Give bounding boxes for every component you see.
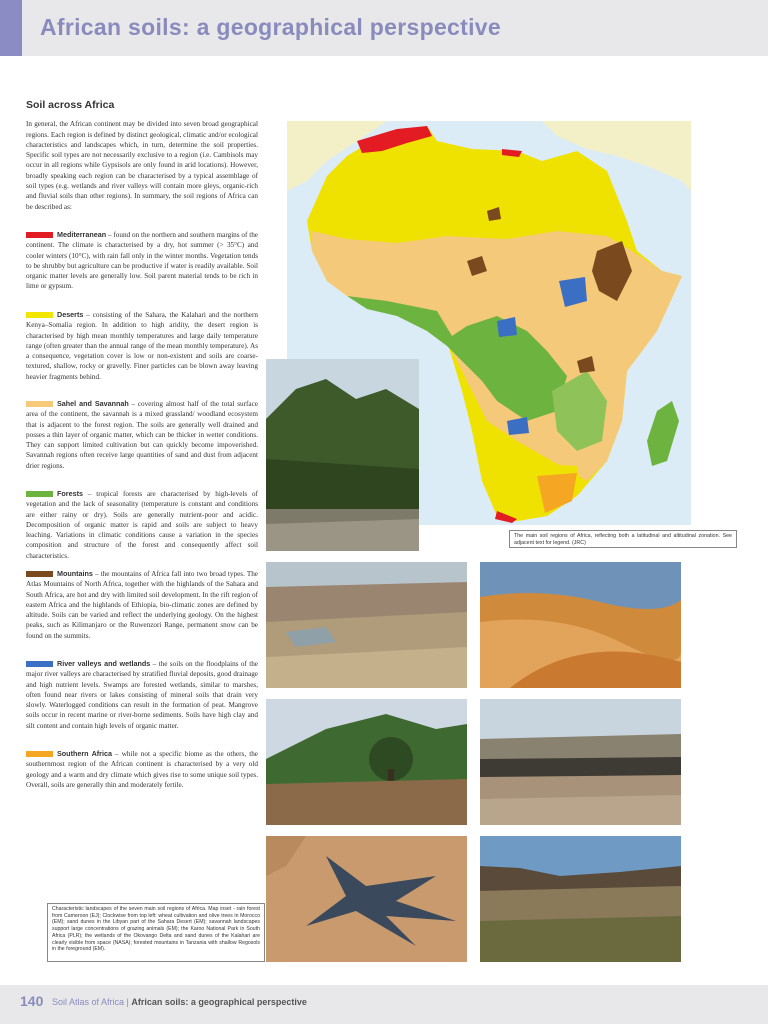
photo-savannah-grazing [480,699,681,825]
photos-caption: Characteristic landscapes of the seven main soil regions of Africa. Map inset - rain forest from Cameroon (EJ); Clockwise from top left: wheat cultivation and olive trees in Morocco (EM); sand dunes in the Libyan part of the Sahara Desert (EM); savannah landscapes support large concentrations of grazing animals (EM); the Karoo National Park in South Africa (PLR); the wetlands of the Okovango Delta and sand dunes of the Kalahari are clearly visible from space (NASA); forested mountains in Tanzania with shallow Regosols in the foreground (EM). [47,903,265,962]
swatch-forests [26,491,53,497]
photo-libya-sand-dunes [480,562,681,688]
swatch-savannah [26,401,53,407]
photo-karoo-national-park [480,836,681,962]
photo-rainforest-cameroon [266,359,419,551]
section-heading: Soil across Africa [26,99,115,111]
swatch-deserts [26,312,53,318]
region-label: Forests [57,489,83,498]
page-title: African soils: a geographical perspective [40,14,501,40]
swatch-southern [26,751,53,757]
region-label: Mediterranean [57,230,107,239]
region-text: – the mountains of Africa fall into two broad types. The Atlas Mountains of North Africa, together with the highlands of the Sahara and South Africa, are hot and dry with limited soil development. In the rift region of eastern Africa and the highlands of Ethiopia, bio-climatic zones are defined by altitude. Soils can be varied and reflect the underlying geology. On the highest peaks, such as Kilimanjaro or the Ruwenzori Range, permanent snow can be found on the summits. [26,570,258,640]
page-footer [0,985,768,1024]
region-forests [26,489,258,561]
region-text: – the soils on the floodplains of the major river valleys are characterised by stratified fluvial deposits, good drainage and high nutrient levels. Swamps are forested wetlands, similar to marshes, often found near rivers or lakes consisting of mineral soils that drain very slowly. Waterlogged conditions can result in the formation of peat. Mangrove soils occur in recent marine or river-borne sediments. Soils have high clay and silt content and contain high levels of organic matter. [26,660,259,730]
region-text: – covering almost half of the total surface area of the continent, the savannah is a mixed grassland/ woodland ecosystem that is adjacent to the forest region. The soils are generally well drained and posses a thin layer of organic matter, which can be thicker in wetter conditions. They can support limited cultivation but can quickly become impoverished. Savannah regions often receive large quantities of sand and dust from adjacent drier regions. [26,400,259,470]
footer-chapter: African soils: a geographical perspective [131,997,307,1007]
photo-okavango-delta-space [266,836,467,962]
swatch-mountains [26,571,53,577]
region-mediterranean [26,230,258,292]
region-deserts [26,310,258,382]
map-caption: The main soil regions of Africa, reflecting both a latitudinal and altitudinal zonation. See adjacent text for legend. (JRC) [509,530,737,548]
region-label: River valleys and wetlands [57,659,151,668]
region-text: – found on the northern and southern margins of the continent. The climate is characterised by a dry, hot summer (> 35°C) and cooler winters (10°C), with rain fall only in the winter months. Vegetation tends to be shrubby but agriculture can be productive if water is readily available. Soil organic matter levels are generally low. Soil parent material tends to be rich in lime or gypsum. [26,231,258,291]
region-text: – while not a specific biome as the others, the southernmost region of the African continent is characterised by a very old geology and a warm and dry climate which gives rise to some unique soil types. Overall, soils are generally thin and moderately fertile. [26,750,258,789]
region-rivers [26,659,258,731]
region-southern [26,749,258,790]
region-label: Southern Africa [57,749,112,758]
region-text: – consisting of the Sahara, the Kalahari and the northern Kenya–Somalia region. In addition to high aridity, the desert region is characterised by high mean monthly temperatures and large daily temperature range (often greater than the annual range of the mean monthly temperature). As a consequence, vegetation cover is low or non-existent and soils are coarse-textured, shallow, rocky or gravelly. Finer particles can be blown away leaving heavier fragments behind. [26,311,258,381]
swatch-mediterranean [26,232,53,238]
footer-text [52,997,307,1007]
region-savannah [26,399,258,471]
region-label: Deserts [57,310,84,319]
region-label: Sahel and Savannah [57,399,129,408]
page-number: 140 [20,993,44,1009]
photo-morocco-wheat-olive [266,562,467,688]
region-text: – tropical forests are characterised by high-levels of vegetation and the lack of seasonality (temperature is constant and conditions are either rainy or dry). Soils are generally nutrient-poor and acidic. Decomposition of organic matter is rapid and soils are subject to heavy leaching. Variations in climatic conditions cause a variation in the species composition and structure of the forest and consequently affect soil characteristics. [26,490,258,560]
intro-column [26,100,258,219]
region-label: Mountains [57,569,93,578]
region-mountains [26,569,258,641]
intro-paragraph: In general, the African continent may be divided into seven broad geographical regions. Each region is defined by distinct geological, climatic and/or ecological characteristics and landscapes which, in turn, determine the soil properties. Specific soil types are not necessarily exclusive to a region (i.e. Cambisols may occur in all regions while Gypsisols are only found in arid locations). However, broadly speaking each region can be characterised by a typical assemblage of soil types (e.g. wetlands and river valleys will contain more gleys, organic-rich and fluvial soils than other regions). In summary, the soil regions of Africa can be described as: [26,120,258,211]
header-tab [0,0,22,56]
swatch-rivers [26,661,53,667]
photo-tanzania-forested-mountains [266,699,467,825]
page-header [0,0,768,56]
footer-book: Soil Atlas of Africa | [52,997,132,1007]
